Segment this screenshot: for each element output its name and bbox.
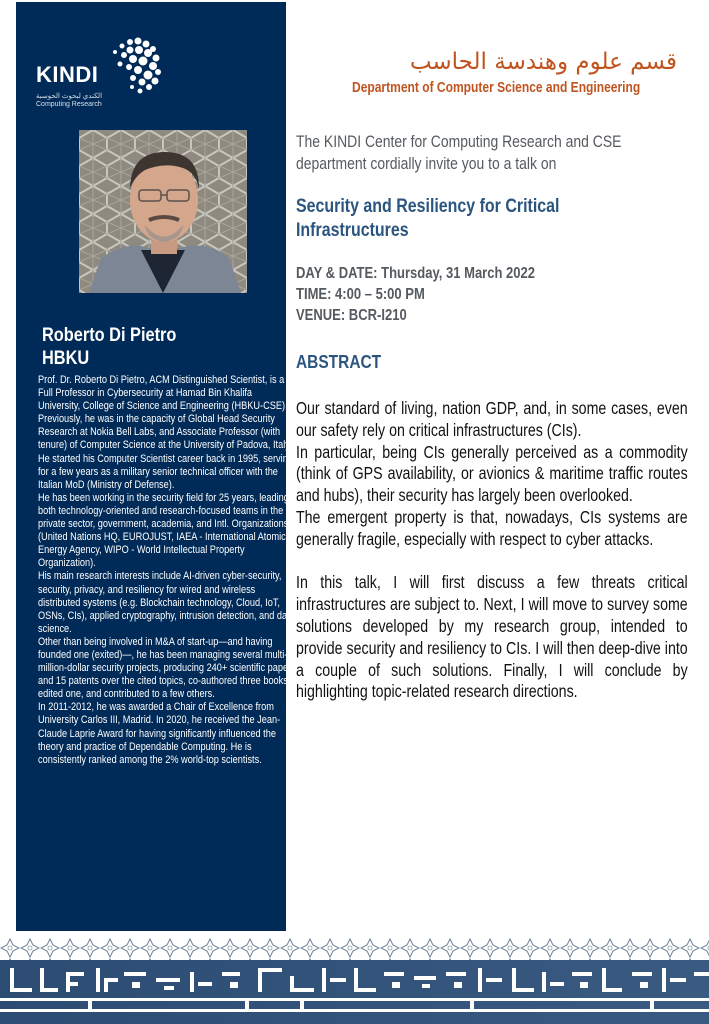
decorative-kufic-band (0, 938, 709, 1024)
speaker-heading (42, 324, 176, 370)
speaker-affiliation: HBKU (42, 348, 90, 369)
logo-arabic-tagline: الكندي لبحوث الحوسبة (36, 93, 103, 100)
abstract-body (296, 398, 688, 703)
speaker-photo (79, 130, 247, 293)
abstract-paragraph: In particular, being CIs generally perceived as a commodity (think of GPS availability, or avionics & maritime traffic routes and hubs), their security has largely been overlooked. (296, 441, 688, 506)
abstract-paragraph: The emergent property is that, nowadays, CIs systems are generally fragile, especially with respect to cyber attacks. (296, 506, 688, 549)
bio-paragraph: His main research interests include AI-driven cyber-security, security, privacy, and resiliency for wired and wireless distributed systems (e.g. Blockchain technology, Cloud, IoT, OSNs, CIs), applied cryptography, intrusion detection, and data science. (38, 570, 295, 635)
logo-wordmark: KINDI (36, 62, 99, 87)
speaker-name: Roberto Di Pietro (42, 325, 177, 346)
dotted-globe-icon (100, 36, 162, 98)
department-english-name: Department of Computer Science and Engineering (352, 80, 641, 96)
talk-title: Security and Resiliency for Critical Infrastructures (296, 196, 560, 241)
bio-paragraph: In 2011-2012, he was awarded a Chair of Excellence from University Carlos III, Madrid. In 2020, he received the Jean-Claude Laprie Award for having significantly influenced the theory and practice of Dependable Computing. He is consistently ranked among the 2% world-top scientists. (38, 701, 281, 766)
event-venue: VENUE: BCR-I210 (296, 307, 407, 324)
abstract-heading: ABSTRACT (296, 352, 382, 372)
abstract-paragraph: In this talk, I will first discuss a few threats critical infrastructures are subject to. Next, I will move to survey some solutions developed by my research group, intended to provide security and resiliency to CIs. I will then deep-dive into a couple of such solutions. Finally, I will conclude by highlighting topic-related research directions. (296, 572, 688, 702)
kindi-logo (36, 36, 186, 110)
bio-paragraph: Prof. Dr. Roberto Di Pietro, ACM Distinguished Scientist, is a Full Professor in Cybersecurity at Hamad Bin Khalifa University, College of Science and Engineering (HBKU-CSE). Previously, he was in the capacity of Global Head Security Research at Nokia Bell Labs, and Associate Professor (with tenure) of Computer Science at the University of Padova, Italy. He started his Computer Scientist career back in 1995, serving for a few years as a military senior technical officer with the Italian MoD (Ministry of Defense). (38, 374, 293, 491)
speaker-panel (16, 2, 296, 931)
bio-paragraph: He has been working in the security field for 25 years, leading both technology-oriented and research-focused teams in the private sector, government, academia, and Intl. Organizations (United Nations HQ, EUROJUST, IAEA - International Atomic Energy Agency, WIPO - World Intellectual Property Organization). (38, 491, 289, 570)
event-details (296, 263, 535, 326)
logo-english-tagline: Computing Research (36, 101, 102, 108)
speaker-bio (38, 374, 296, 767)
speaker-portrait-image (79, 130, 247, 293)
abstract-paragraph: Our standard of living, nation GDP, and, in some cases, even our safety rely on critical infrastructures (CIs). (296, 398, 688, 440)
bio-paragraph: Other than being involved in M&A of start-up—and having founded one (exited)—, he has been managing several multi-million-dollar security projects, producing 240+ scientific papers and 15 patents over the cited topics, co-authored three books, edited one, and contributed to a few others. (38, 635, 296, 701)
invitation-text: The KINDI Center for Computing Research and CSE department cordially invite you to a talk on (296, 132, 622, 173)
department-arabic-name: قسم علوم وهندسة الحاسب (409, 49, 677, 75)
event-time: TIME: 4:00 – 5:00 PM (296, 286, 425, 303)
event-date: DAY & DATE: Thursday, 31 March 2022 (296, 265, 536, 282)
